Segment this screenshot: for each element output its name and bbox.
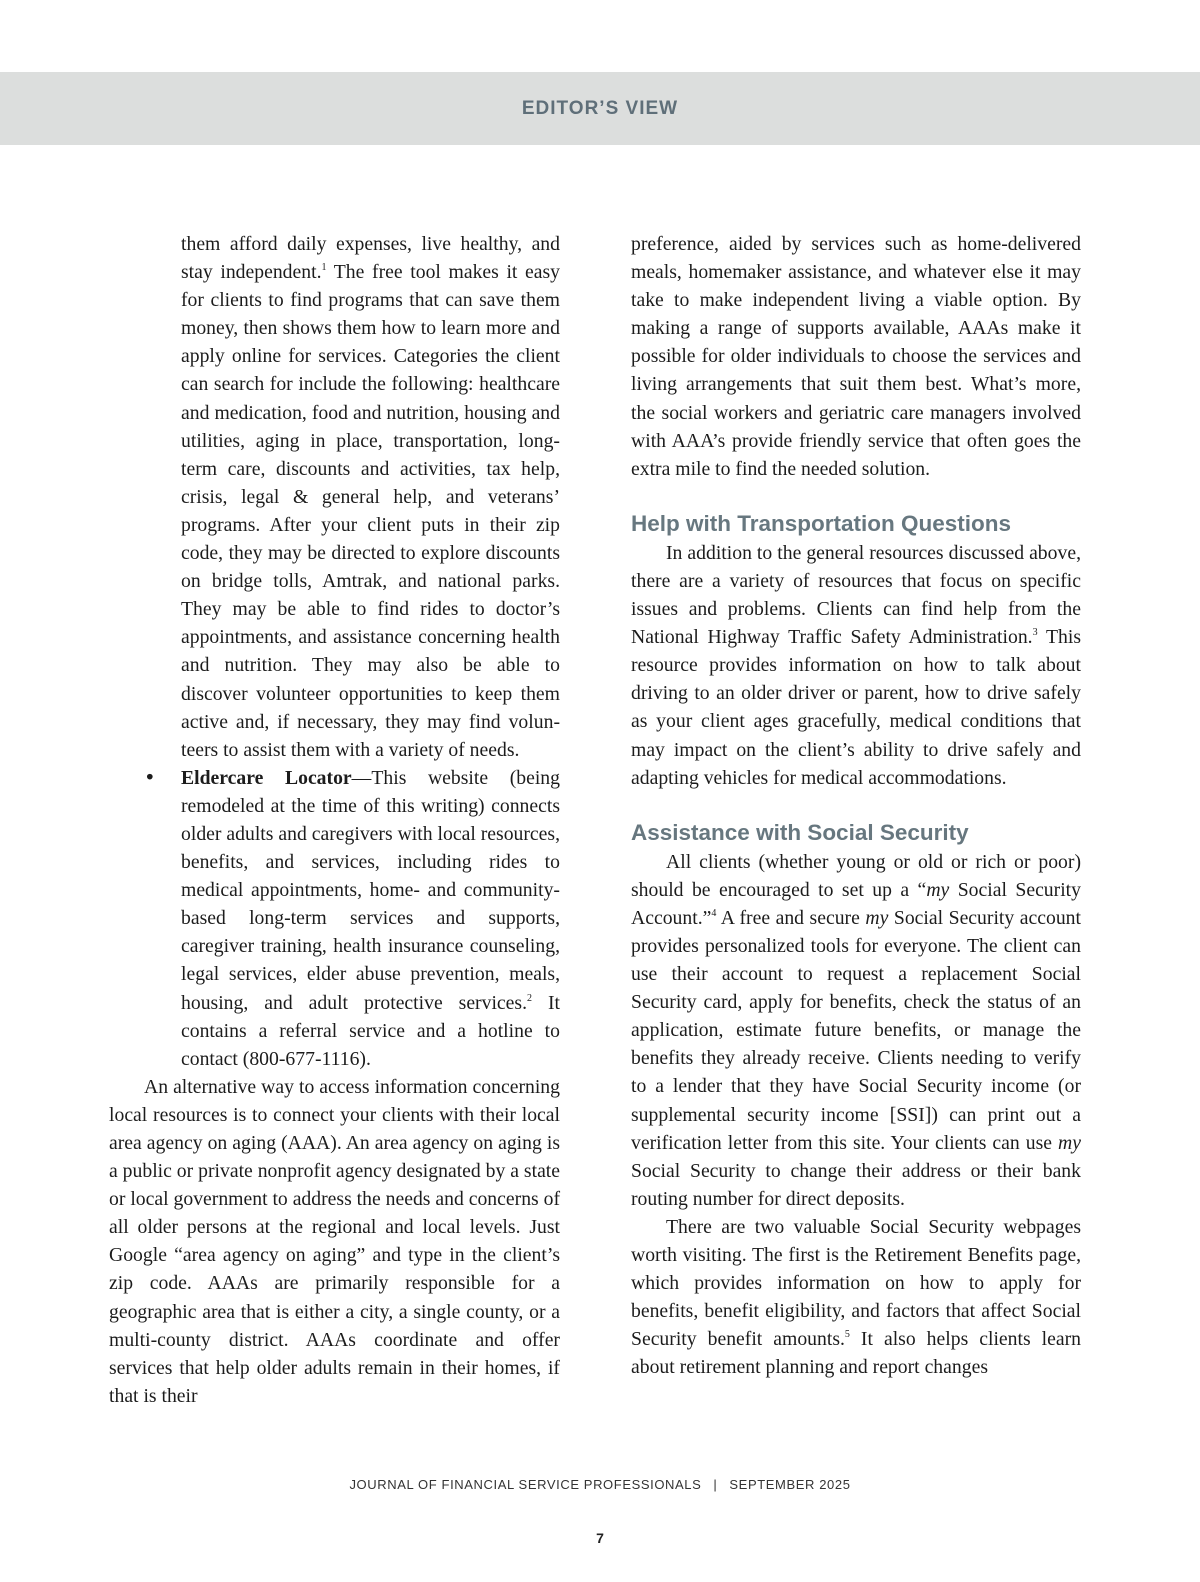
- right-column: [631, 230, 1081, 1381]
- paragraph-area-agency: An alternative way to access information concerning local resources is to connect your clients with their local area agency on aging (AAA). An area agency on aging is a public or private nonprofit agency designated by a state or local government to address the needs and concerns of all older persons at the regional and local levels. Just Google “area agency on aging” and type in the client’s zip code. AAAs are primarily responsible for a geographic area that is either a city, a single county, or a multi-county district. AAAs coordinate and offer services that help older adults remain in their homes, if that is their: [109, 1075, 561, 1407]
- paragraph-benefits-tool: them afford daily expenses, live healthy, and stay independent.$^1$ The free tool makes it easy for clients to find programs that can save them money, then shows them how to learn more and apply online for services. Categories the client can search for include the following: healthcare and medication, food and nutrition, housing and utilities, aging in place, transportation, long-term care, discounts and activities, tax help, crisis, legal & general help, and veterans’ programs. After your client puts in their zip code, they may be directed to explore discounts on bridge tolls, Amtrak, and national parks. They may be able to find rides to doctor’s appointments, and assistance concerning health and nutrition. They may also be able to discover volunteer opportunities to keep them active and, if necessary, they may find volunteers to assist them with a variety of needs.: [181, 233, 561, 761]
- bullet-icon: •: [144, 765, 156, 789]
- issue-date: SEPTEMBER 2025: [729, 1477, 851, 1492]
- paragraph-aaa-continued: preference, aided by services such as home-delivered meals, homemaker assistance, and whatever else it may take to make independent living a viable option. By making a range of supports available, AAAs make it possible for older individuals to choose the services and living arrangements that suit them best. What’s more, the social workers and geriatric care managers involved with AAA’s provide friendly service that often goes the extra mile to find the needed solution.: [631, 233, 1081, 480]
- footnote-ref-1: 1: [321, 262, 327, 274]
- page-footer: [0, 1477, 1200, 1492]
- paragraph-my-social-security: All clients (whether young or old or rich or poor) should be encouraged to set up a “my Social Security Account.”$^4$ A free and secure my Social Security account provides personalized tools for everyone. The client can use their account to request a replacement Social Security card, apply for benefits, check the status of an application, estimate future benefits, or manage the benefits they already receive. Clients needing to verify to a lender that they have Social Security income (or supplemental security income [SSI]) can print out a verification letter from this site. Your clients can use my Social Security to change their address or their bank routing number for direct deposits.: [631, 850, 1081, 1210]
- left-column: [109, 230, 560, 1410]
- section-title: EDITOR’S VIEW: [521, 97, 679, 119]
- bullet-eldercare-locator: • Eldercare Locator—This website (being remodeled at the time of this writing) connects older adults and caregivers with local resources, benefits, and services, including rides to medical appointments, home- and community-based long-term services and supports, caregiver training, health insurance counseling, legal services, elder abuse prevention, meals, housing, and adult protective services.$^2$ It contains a referral service and a hotline to contact (800-677-1116).: [144, 765, 560, 1070]
- footnote-ref-4: 4: [711, 907, 717, 919]
- journal-name: JOURNAL OF FINANCIAL SERVICE PROFESSIONALS: [349, 1477, 702, 1492]
- footer-separator: |: [713, 1477, 718, 1492]
- paragraph-webpages: There are two valuable Social Security webpages worth visiting. The first is the Retirement Benefits page, which provides information on how to apply for benefits, benefit eligibility, and factors that affect Social Security benefit amounts.$^5$ It also helps clients learn about retirement planning and report changes: [631, 1215, 1081, 1379]
- bullet-title: Eldercare Locator: [181, 766, 352, 789]
- heading-transportation: Help with Transportation Questions: [631, 510, 1012, 536]
- section-banner: [0, 72, 1200, 145]
- footnote-ref-3: 3: [1032, 627, 1038, 639]
- footnote-ref-5: 5: [844, 1329, 850, 1341]
- footnote-ref-2: 2: [527, 992, 532, 1004]
- heading-social-security: Assistance with Social Security: [631, 819, 969, 845]
- paragraph-transportation: In addition to the general resources discussed above, there are a variety of resources that focus on specific issues and problems. Clients can find help from the National Highway Traffic Safety Administration.$^3$ This resource provides information on how to talk about driving to an older driver or parent, how to drive safely as your client ages gracefully, medical conditions that may impact on the client’s ability to drive safely and adapting vehicles for medical accommodations.: [631, 541, 1081, 789]
- page-number: 7: [596, 1530, 604, 1546]
